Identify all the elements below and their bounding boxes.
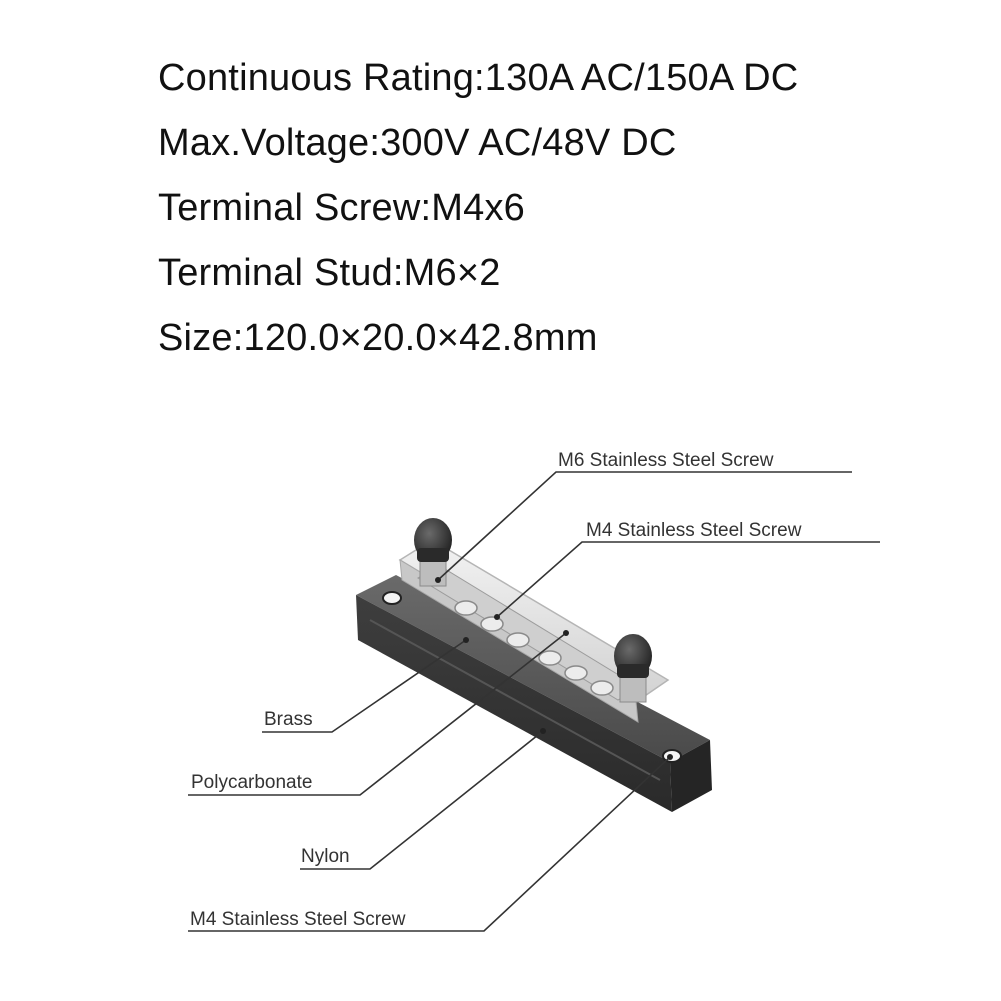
spec-continuous-rating: Continuous Rating:130A AC/150A DC [158,57,799,99]
spec-terminal-stud: Terminal Stud:M6×2 [158,252,501,294]
mount-hole-left [383,592,401,604]
callout-brass: Brass [264,709,313,730]
callout-m6-stainless-steel-screw: M6 Stainless Steel Screw [558,450,774,471]
spec-size: Size:120.0×20.0×42.8mm [158,317,598,359]
callout-nylon: Nylon [301,846,350,867]
callout-polycarbonate: Polycarbonate [191,772,313,793]
spec-terminal-screw: Terminal Screw:M4x6 [158,187,526,229]
callout-m4-stainless-steel-screw-top: M4 Stainless Steel Screw [586,520,802,541]
m6-stud-left [414,518,452,586]
callout-m4-stainless-steel-screw-bottom: M4 Stainless Steel Screw [190,909,406,930]
spec-max-voltage: Max.Voltage:300V AC/48V DC [158,122,677,164]
m6-stud-right [614,634,652,702]
